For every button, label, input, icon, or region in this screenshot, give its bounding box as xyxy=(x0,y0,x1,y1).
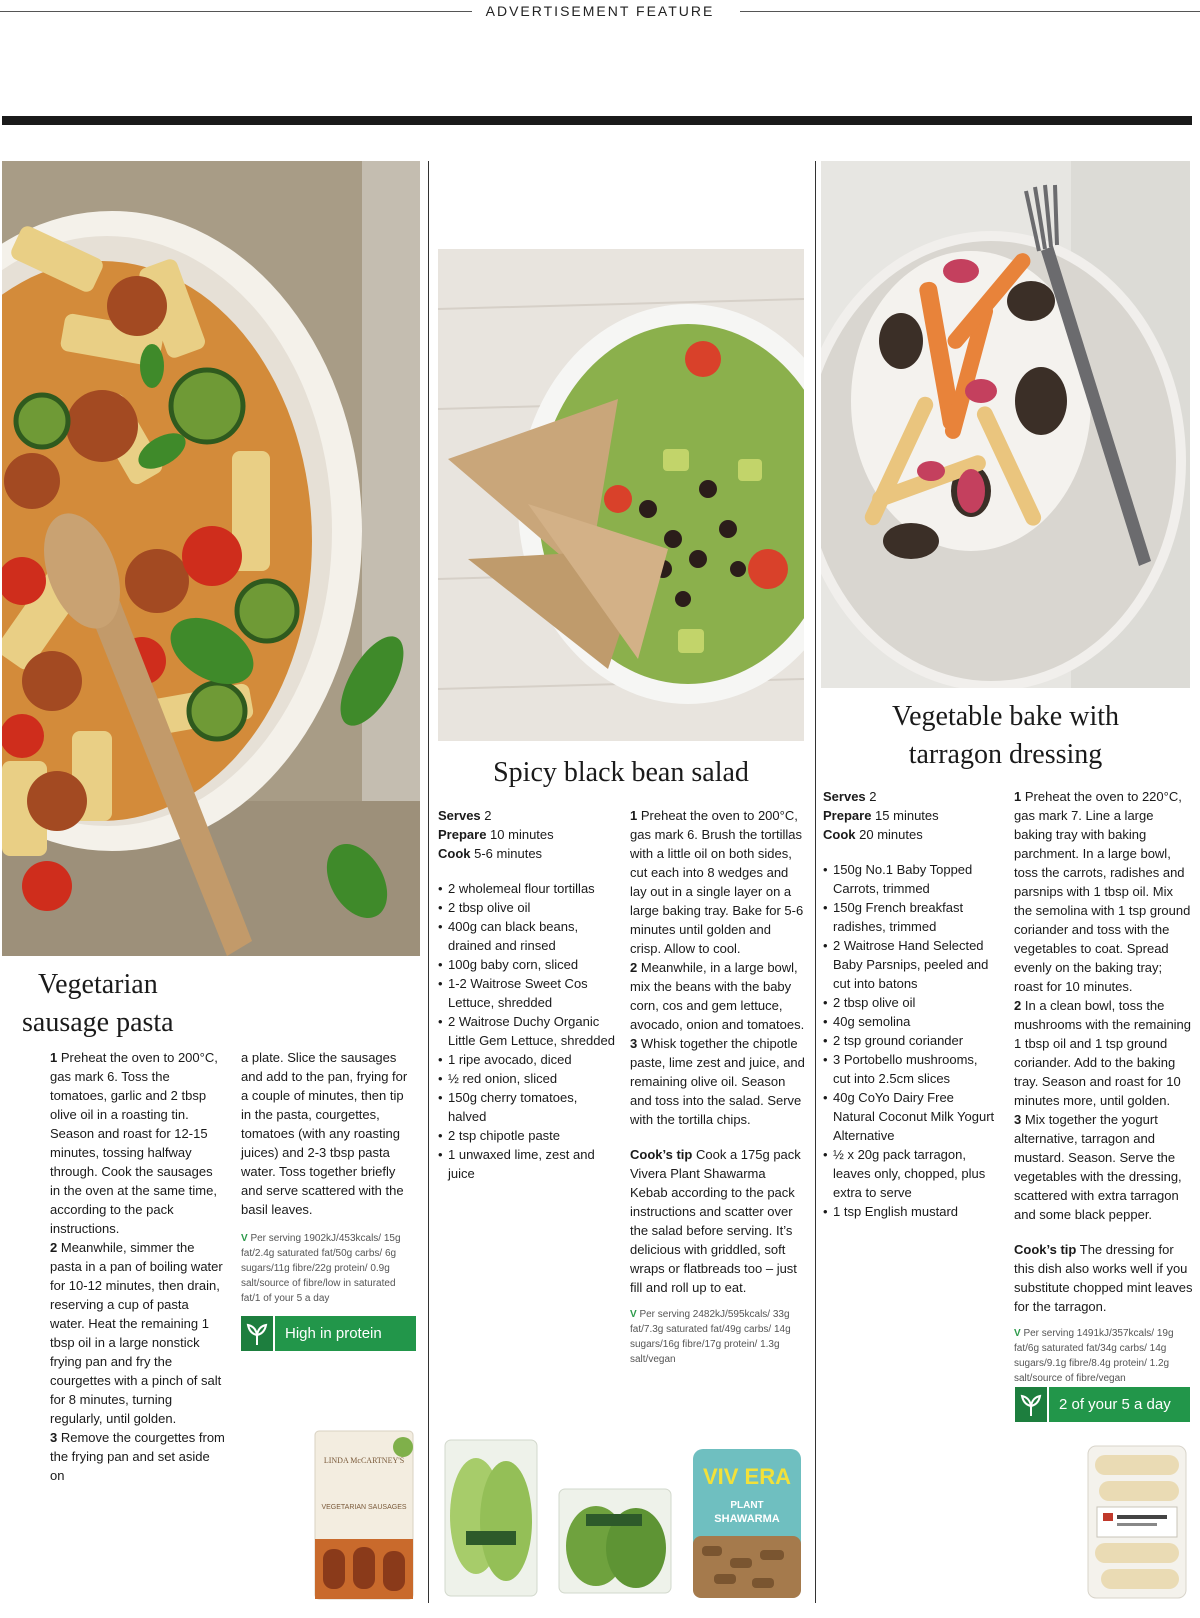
salad-step-2: 2 Meanwhile, in a large bowl, mix the beans with the baby corn, cos and gem lettuce, avocado, onion and tomatoes. xyxy=(630,960,805,1032)
bake-step-1: 1 Preheat the oven to 220°C, gas mark 7. Line a large baking tray with baking parchment. In a large bowl, toss the carrots, radishes and parsnips with 1 tbsp oil. Mix the semolina with 1 tsp ground coriander and toss with the vegetables to coat. Spread evenly on the baking tray; roast for 10 minutes. xyxy=(1014,789,1191,994)
list-item: • 2 tsp chipotle paste xyxy=(438,1126,618,1145)
vivera-shawarma-product xyxy=(690,1446,804,1601)
svg-text:VIV ERA: VIV ERA xyxy=(702,1464,792,1489)
salad-nutrition: V Per serving 2482kJ/595kcals/ 33g fat/7.3g saturated fat/49g carbs/ 14g sugars/16g fibre/17g protein/ 1.3g salt/vegan xyxy=(630,1309,791,1365)
top-divider-bar xyxy=(2,116,1192,125)
salad-title: Spicy black bean salad xyxy=(493,757,749,788)
bake-prepare: Prepare 15 minutes xyxy=(823,808,939,823)
pasta-step-2: 2 Meanwhile, simmer the pasta in a pan of boiling water for 10-12 minutes, then drain, reserving a cup of pasta water. Heat the remaining 1 tbsp oil in a large nonstick frying pan and fry the courgettes with a pinch of salt for 8 minutes, turning regularly, until golden. xyxy=(50,1240,223,1426)
five-a-day-badge: 2 of your 5 a day xyxy=(1015,1387,1190,1422)
high-protein-badge: High in protein xyxy=(241,1316,416,1351)
list-item: • 2 tsp ground coriander xyxy=(823,1031,998,1050)
bake-step-3: 3 Mix together the yogurt alternative, tarragon and mustard. Season. Serve the vegetables with the dressing, scattered with extra tarragon and some black pepper. xyxy=(1014,1112,1182,1222)
salad-cooks-tip: Cook’s tip Cook a 175g pack Vivera Plant Shawarma Kebab according to the pack instructions and scatter over the salad before serving. It’s delicious with griddled, soft wraps or flatbreads too – just fill and roll up to eat. xyxy=(630,1147,801,1295)
leaf-icon xyxy=(241,1316,275,1351)
svg-text:PLANT: PLANT xyxy=(730,1500,764,1511)
pasta-step-3: 3 Remove the courgettes from the frying pan and set aside on xyxy=(50,1430,225,1483)
bake-cook: Cook 20 minutes xyxy=(823,827,923,842)
list-item: • 150g No.1 Baby Topped Carrots, trimmed xyxy=(823,860,998,898)
bake-ingredients-column xyxy=(823,787,998,1221)
list-item: • ½ red onion, sliced xyxy=(438,1069,618,1088)
list-item: • 150g French breakfast radishes, trimmed xyxy=(823,898,998,936)
list-item: • 3 Portobello mushrooms, cut into 2.5cm slices xyxy=(823,1050,998,1088)
pasta-step-3-continued: a plate. Slice the sausages and add to the pan, frying for a couple of minutes, then tip in the pasta, courgettes, tomatoes (with any roasting juices) and 2-3 tbsp pasta water. Toss together briefly and serve scattered with the basil leaves. xyxy=(241,1050,408,1217)
salad-photo xyxy=(438,249,804,741)
svg-text:SHAWARMA: SHAWARMA xyxy=(714,1513,780,1525)
list-item: • 1 ripe avocado, diced xyxy=(438,1050,618,1069)
salad-serves: Serves 2 xyxy=(438,808,492,823)
list-item: • 150g cherry tomatoes, halved xyxy=(438,1088,618,1126)
salad-step-1: 1 Preheat the oven to 200°C, gas mark 6. Brush the tortillas with a little oil on both sides, cut each into 8 wedges and lay out in a single layer on a large baking tray. Bake for 5-6 minutes until golden and crisp. Allow to cool. xyxy=(630,808,804,956)
pasta-title: Vegetarian sausage pasta xyxy=(22,969,174,1038)
pasta-photo xyxy=(2,161,420,956)
baby-parsnips-product xyxy=(1085,1443,1189,1601)
advertisement-label: ADVERTISEMENT FEATURE xyxy=(0,3,1200,19)
list-item: • 40g CoYo Dairy Free Natural Coconut Milk Yogurt Alternative xyxy=(823,1088,998,1145)
pasta-method-column-2 xyxy=(241,1048,413,1306)
bake-step-2: 2 In a clean bowl, toss the mushrooms with the remaining 1 tbsp oil and 1 tsp ground coriander. Add to the baking tray. Season and roast for 10 minutes more, until golden. xyxy=(1014,998,1192,1108)
bake-method-column xyxy=(1014,787,1194,1386)
vegetable-bake-photo xyxy=(821,161,1190,688)
pasta-step-1: 1 Preheat the oven to 200°C, gas mark 6. Toss the tomatoes, garlic and 2 tbsp olive oil in a roasting tin. Season and roast for 12-15 minutes, tossing halfway through. Cook the sausages in the oven at the same time, according to the pack instructions. xyxy=(50,1050,218,1236)
column-rule-1 xyxy=(428,161,429,1603)
vegetable-bake-title: Vegetable bake with tarragon dressing xyxy=(891,701,1120,770)
list-item: • 1-2 Waitrose Sweet Cos Lettuce, shredded xyxy=(438,974,618,1012)
column-rule-2 xyxy=(815,161,816,1603)
svg-text:VEGETARIAN SAUSAGES: VEGETARIAN SAUSAGES xyxy=(321,1504,407,1511)
salad-cook: Cook 5-6 minutes xyxy=(438,846,543,861)
list-item: • 2 tbsp olive oil xyxy=(823,993,998,1012)
linda-mccartney-sausages-product xyxy=(313,1429,415,1601)
list-item: • 400g can black beans, drained and rinsed xyxy=(438,917,618,955)
salad-step-3: 3 Whisk together the chipotle paste, lime zest and juice, and remaining olive oil. Season and toss into the salad. Serve with the tortilla chips. xyxy=(630,1036,805,1127)
pasta-nutrition: V Per serving 1902kJ/453kcals/ 15g fat/2.4g saturated fat/50g carbs/ 6g sugars/11g fibre/22g protein/ 0.9g salt/source of fibre/low in saturated fat/1 of your 5 a day xyxy=(241,1233,401,1304)
list-item: • 2 tbsp olive oil xyxy=(438,898,618,917)
little-gem-lettuce-product xyxy=(556,1486,674,1596)
list-item: • 40g semolina xyxy=(823,1012,998,1031)
cos-lettuce-product xyxy=(441,1436,541,1600)
bake-ingredient-list xyxy=(823,860,998,1221)
list-item: • 1 tsp English mustard xyxy=(823,1202,998,1221)
list-item: • 2 Waitrose Hand Selected Baby Parsnips, peeled and cut into batons xyxy=(823,936,998,993)
leaf-icon xyxy=(1015,1387,1049,1422)
list-item: • 100g baby corn, sliced xyxy=(438,955,618,974)
bake-nutrition: V Per serving 1491kJ/357kcals/ 19g fat/6g saturated fat/34g carbs/ 14g sugars/9.1g fibre/8.4g protein/ 1.2g salt/source of fibre/vegan xyxy=(1014,1328,1174,1384)
list-item: • 2 Waitrose Duchy Organic Little Gem Lettuce, shredded xyxy=(438,1012,618,1050)
list-item: • 2 wholemeal flour tortillas xyxy=(438,879,618,898)
salad-method-column xyxy=(630,806,805,1367)
salad-ingredient-list xyxy=(438,879,618,1183)
salad-prepare: Prepare 10 minutes xyxy=(438,827,554,842)
pasta-method-column-1 xyxy=(50,1048,226,1485)
salad-ingredients-column xyxy=(438,806,618,1183)
bake-cooks-tip: Cook’s tip The dressing for this dish also works well if you substitute chopped mint leaves for the tarragon. xyxy=(1014,1242,1193,1314)
bake-serves: Serves 2 xyxy=(823,789,877,804)
list-item: • ½ x 20g pack tarragon, leaves only, chopped, plus extra to serve xyxy=(823,1145,998,1202)
list-item: • 1 unwaxed lime, zest and juice xyxy=(438,1145,618,1183)
svg-text:LINDA McCARTNEY'S: LINDA McCARTNEY'S xyxy=(323,1456,405,1465)
